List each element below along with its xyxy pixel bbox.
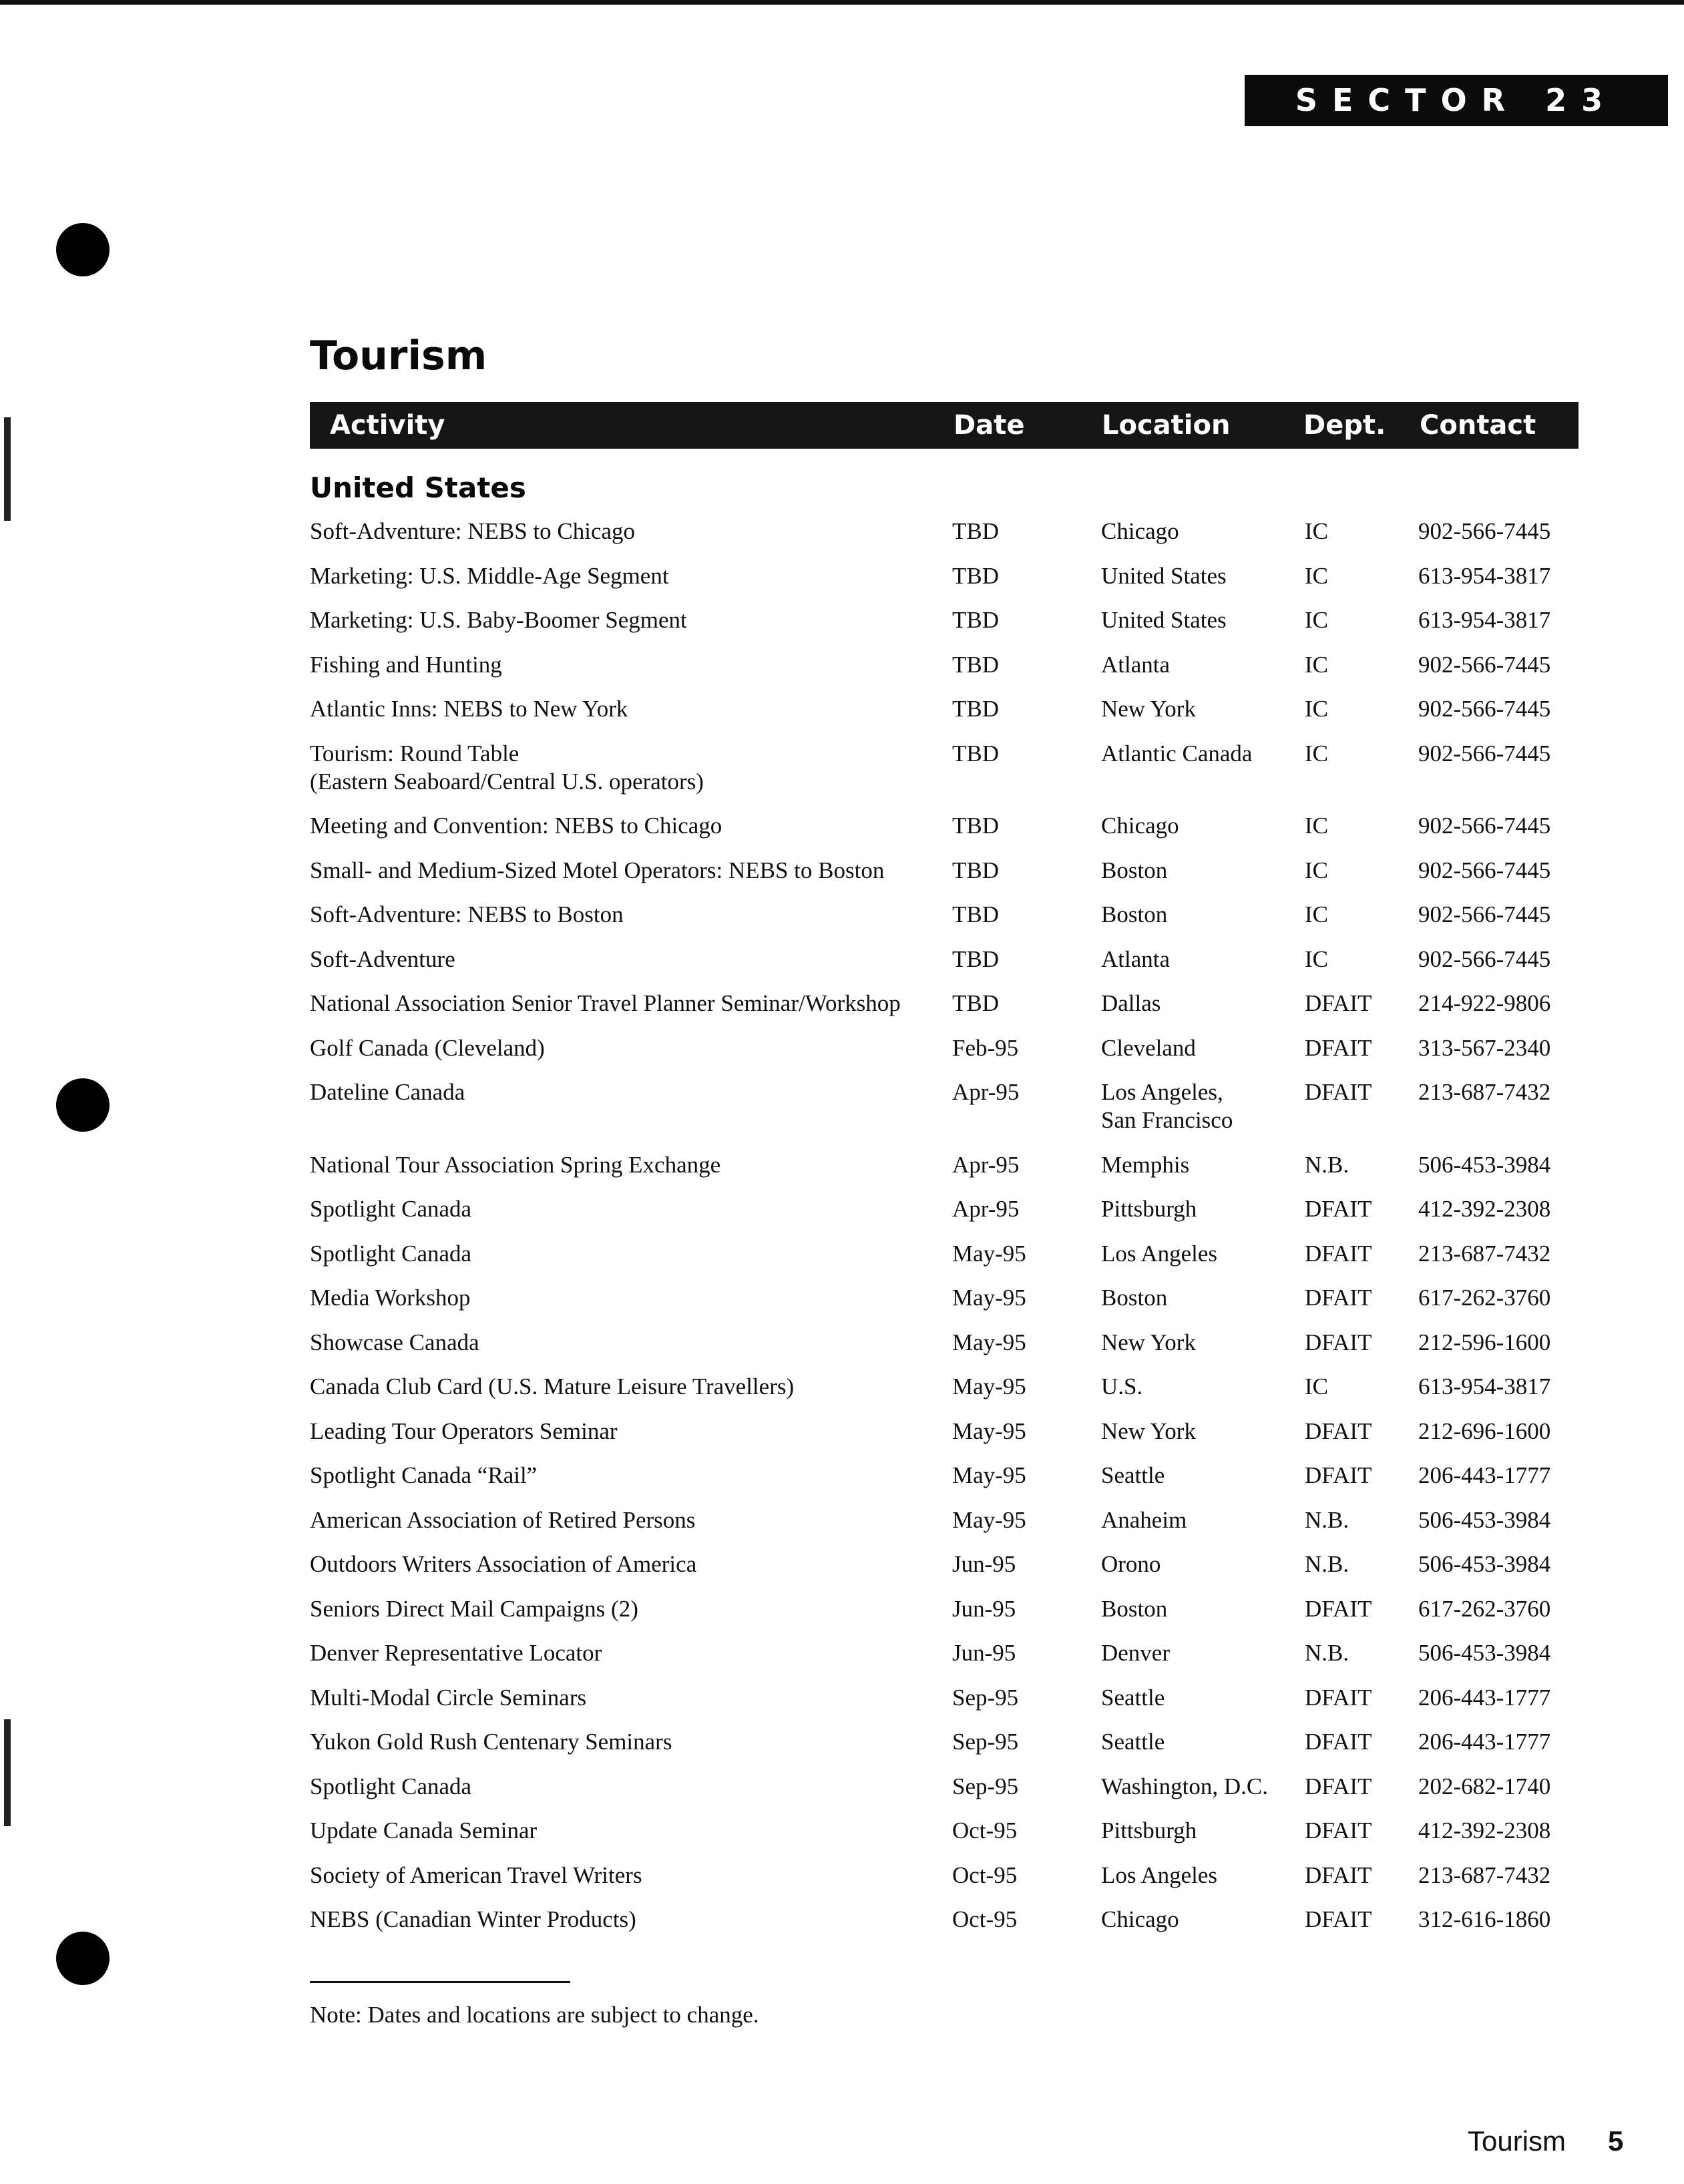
date-cell: May-95 [952,1285,1026,1311]
activity-line: National Association Senior Travel Planner Seminar/Workshop [310,990,901,1016]
dept-cell: DFAIT [1305,1906,1372,1932]
location-line: Boston [1101,1595,1168,1622]
contact-cell: 506-453-3984 [1418,1151,1551,1178]
dept-cell: DFAIT [1305,1462,1372,1488]
contact-cell: 212-596-1600 [1418,1329,1551,1355]
location-line: New York [1101,1417,1196,1444]
activity-cell [310,1034,545,1062]
section-heading: United States [310,471,526,504]
table-row [310,695,1578,740]
location-cell [1101,1550,1161,1578]
table-row [310,1595,1578,1640]
date-cell: TBD [952,518,999,544]
date-cell: Jun-95 [952,1640,1016,1666]
activity-line: American Association of Retired Persons [310,1506,696,1533]
contact-cell: 613-954-3817 [1418,607,1551,633]
activity-cell [310,1329,479,1357]
location-cell [1101,1034,1196,1062]
contact-cell: 902-566-7445 [1418,740,1551,767]
activity-cell [310,1417,618,1446]
location-cell [1101,1862,1217,1890]
activity-cell [310,1817,537,1845]
location-line: New York [1101,696,1196,722]
contact-cell: 617-262-3760 [1418,1285,1551,1311]
dept-cell: DFAIT [1305,1285,1372,1311]
activity-line: Spotlight Canada [310,1240,472,1267]
table-row [310,1862,1578,1906]
activity-cell [310,1906,636,1934]
date-cell: Jun-95 [952,1595,1016,1622]
location-cell [1101,812,1179,840]
date-cell: Sep-95 [952,1773,1019,1799]
activity-cell [310,1595,638,1623]
location-cell [1101,901,1167,929]
contact-cell: 613-954-3817 [1418,562,1551,589]
table-row [310,1284,1578,1329]
table-row [310,1329,1578,1373]
contact-cell: 902-566-7445 [1418,945,1551,972]
contact-cell: 312-616-1860 [1418,1906,1551,1932]
date-cell: TBD [952,607,999,633]
contact-cell: 206-443-1777 [1418,1684,1551,1711]
activity-line: Atlantic Inns: NEBS to New York [310,696,628,722]
column-header-date: Date [954,410,1025,441]
location-cell [1101,1639,1170,1667]
location-line: Los Angeles [1101,1240,1218,1267]
location-cell [1101,1817,1197,1845]
dept-cell: DFAIT [1305,1329,1372,1355]
activity-cell [310,562,669,590]
date-cell: TBD [952,990,999,1016]
date-cell: May-95 [952,1462,1026,1488]
table-row [310,606,1578,651]
location-line: Cleveland [1101,1034,1196,1061]
activity-line: Update Canada Seminar [310,1817,538,1843]
dept-cell: IC [1305,857,1328,883]
activity-cell [310,1684,586,1712]
date-cell: May-95 [952,1373,1026,1399]
table-row [310,1195,1578,1240]
date-cell: Jun-95 [952,1551,1016,1577]
contact-cell: 313-567-2340 [1418,1034,1551,1061]
location-cell [1101,1284,1167,1312]
table-row [310,1240,1578,1285]
location-cell [1101,1373,1142,1401]
contact-cell: 506-453-3984 [1418,1551,1551,1577]
location-cell [1101,1417,1196,1446]
date-cell: Sep-95 [952,1729,1019,1755]
contact-cell: 617-262-3760 [1418,1595,1551,1622]
activity-cell [310,1728,672,1756]
dept-cell: DFAIT [1305,990,1372,1016]
dept-cell: IC [1305,1373,1328,1399]
location-line: Atlantic Canada [1101,740,1253,767]
date-cell: Feb-95 [952,1034,1019,1061]
location-line: Orono [1101,1551,1161,1577]
date-cell: Oct-95 [952,1862,1018,1888]
location-line: Boston [1101,857,1168,883]
activity-cell [310,1195,471,1223]
location-line: Washington, D.C. [1101,1773,1268,1799]
date-cell: TBD [952,813,999,839]
column-header-dept: Dept. [1303,410,1386,441]
date-cell: May-95 [952,1329,1026,1355]
contact-cell: 212-696-1600 [1418,1417,1551,1444]
location-line: Chicago [1101,813,1179,839]
activity-line: National Tour Association Spring Exchange [310,1151,721,1178]
date-cell: May-95 [952,1240,1026,1267]
table-row [310,1728,1578,1773]
column-header-activity: Activity [330,410,445,441]
location-line: United States [1101,607,1227,633]
location-line: Dallas [1101,990,1161,1016]
contact-cell: 412-392-2308 [1418,1196,1551,1222]
location-line: Memphis [1101,1151,1190,1178]
column-header-contact: Contact [1420,410,1536,441]
activity-line: Leading Tour Operators Seminar [310,1417,618,1444]
location-cell [1101,1906,1179,1934]
table-row [310,901,1578,945]
contact-cell: 506-453-3984 [1418,1640,1551,1666]
date-cell: TBD [952,651,999,678]
location-cell [1101,651,1170,679]
table-header [310,402,1578,449]
activity-cell [310,1240,471,1268]
contact-cell: 412-392-2308 [1418,1817,1551,1843]
activity-line: Meeting and Convention: NEBS to Chicago [310,813,722,839]
location-cell [1101,1329,1196,1357]
date-cell: Apr-95 [952,1196,1020,1222]
location-cell [1101,517,1179,545]
column-header-location: Location [1102,410,1231,441]
location-line: Boston [1101,1285,1168,1311]
location-line: Chicago [1101,1906,1179,1932]
location-cell [1101,1240,1217,1268]
location-cell [1101,990,1161,1018]
activity-cell [310,1773,471,1801]
location-line: Chicago [1101,518,1179,544]
dept-cell: DFAIT [1305,1240,1372,1267]
location-line: United States [1101,562,1227,589]
contact-cell: 206-443-1777 [1418,1462,1551,1488]
footnote-rule [310,1981,570,1983]
contact-cell: 902-566-7445 [1418,901,1551,927]
table-row [310,562,1578,607]
activity-cell [310,1862,642,1890]
dept-cell: IC [1305,945,1328,972]
table-row [310,990,1578,1034]
date-cell: TBD [952,945,999,972]
location-cell [1101,945,1170,973]
table-row [310,1462,1578,1506]
activity-cell [310,901,624,929]
activity-line: Seniors Direct Mail Campaigns (2) [310,1595,638,1622]
location-line: Atlanta [1101,651,1171,678]
date-cell: Sep-95 [952,1684,1019,1711]
location-line: Anaheim [1101,1506,1187,1533]
activity-line: Soft-Adventure: NEBS to Chicago [310,518,636,544]
activity-line: Fishing and Hunting [310,651,502,678]
dept-cell: IC [1305,696,1328,722]
contact-cell: 902-566-7445 [1418,518,1551,544]
location-cell [1101,1595,1167,1623]
location-line: Seattle [1101,1684,1165,1711]
location-cell [1101,1151,1189,1179]
table-row [310,740,1578,813]
contact-cell: 902-566-7445 [1418,651,1551,678]
activity-line: NEBS (Canadian Winter Products) [310,1906,636,1932]
activity-cell [310,1550,696,1578]
activity-line: Tourism: Round Table [310,740,519,767]
table-row [310,1684,1578,1729]
activity-line: Marketing: U.S. Middle-Age Segment [310,562,669,589]
activity-line: Soft-Adventure [310,945,455,972]
location-line: San Francisco [1101,1107,1233,1133]
location-cell [1101,695,1196,723]
location-line: Pittsburgh [1101,1196,1197,1222]
table-row [310,651,1578,696]
contact-cell: 506-453-3984 [1418,1506,1551,1533]
location-cell [1101,857,1167,885]
footnote: Note: Dates and locations are subject to change. [310,2002,759,2028]
table-row [310,1417,1578,1462]
activity-line: Golf Canada (Cleveland) [310,1034,545,1061]
location-line: Seattle [1101,1729,1165,1755]
activity-cell [310,1078,465,1106]
date-cell: Apr-95 [952,1079,1020,1105]
dept-cell: IC [1305,518,1328,544]
top-rule [0,0,1684,5]
table-row [310,517,1578,562]
activity-line: Spotlight Canada [310,1196,472,1222]
location-cell [1101,562,1227,590]
table-row [310,812,1578,857]
activity-cell [310,945,455,973]
date-cell: Oct-95 [952,1906,1018,1932]
activity-line: Marketing: U.S. Baby-Boomer Segment [310,607,687,633]
contact-cell: 213-687-7432 [1418,1079,1551,1105]
dept-cell: DFAIT [1305,1196,1372,1222]
table-row [310,1373,1578,1417]
table-row [310,1773,1578,1817]
dept-cell: DFAIT [1305,1079,1372,1105]
dept-cell: DFAIT [1305,1773,1372,1799]
activity-table [310,517,1578,1950]
table-row [310,1078,1578,1151]
location-cell [1101,1078,1233,1134]
binder-hole-2 [56,1078,110,1132]
activity-cell [310,857,884,885]
date-cell: TBD [952,857,999,883]
activity-line: Yukon Gold Rush Centenary Seminars [310,1729,672,1755]
location-line: New York [1101,1329,1196,1355]
table-row [310,1906,1578,1950]
location-line: Los Angeles [1101,1862,1218,1888]
dept-cell: DFAIT [1305,1729,1372,1755]
activity-line: (Eastern Seaboard/Central U.S. operators) [310,768,704,795]
table-row [310,945,1578,990]
page-title: Tourism [310,333,487,379]
contact-cell: 214-922-9806 [1418,990,1551,1016]
dept-cell: N.B. [1305,1640,1349,1666]
location-line: U.S. [1101,1373,1143,1399]
contact-cell: 206-443-1777 [1418,1729,1551,1755]
footer-section-name: Tourism [1468,2125,1566,2157]
activity-line: Canada Club Card (U.S. Mature Leisure Travellers) [310,1373,795,1399]
location-line: Seattle [1101,1462,1165,1488]
location-line: Atlanta [1101,945,1171,972]
table-row [310,1817,1578,1862]
table-row [310,1550,1578,1595]
dept-cell: N.B. [1305,1551,1349,1577]
binder-edge-mark [4,417,11,521]
location-cell [1101,1195,1197,1223]
date-cell: May-95 [952,1417,1026,1444]
binder-hole-1 [56,223,110,276]
location-cell [1101,1684,1165,1712]
date-cell: TBD [952,696,999,722]
location-line: Denver [1101,1640,1171,1666]
activity-cell [310,1373,794,1401]
activity-line: Small- and Medium-Sized Motel Operators: NEBS to Boston [310,857,885,883]
activity-line: Dateline Canada [310,1079,465,1105]
sector-badge: SECTOR 23 [1245,75,1668,126]
dept-cell: IC [1305,607,1328,633]
dept-cell: DFAIT [1305,1817,1372,1843]
contact-cell: 902-566-7445 [1418,857,1551,883]
dept-cell: DFAIT [1305,1862,1372,1888]
contact-cell: 613-954-3817 [1418,1373,1551,1399]
activity-cell [310,740,704,796]
contact-cell: 213-687-7432 [1418,1862,1551,1888]
activity-line: Showcase Canada [310,1329,479,1355]
contact-cell: 213-687-7432 [1418,1240,1551,1267]
contact-cell: 902-566-7445 [1418,696,1551,722]
table-row [310,1506,1578,1551]
date-cell: TBD [952,740,999,767]
dept-cell: DFAIT [1305,1595,1372,1622]
dept-cell: IC [1305,813,1328,839]
activity-cell [310,1151,720,1179]
activity-line: Multi-Modal Circle Seminars [310,1684,587,1711]
date-cell: Oct-95 [952,1817,1018,1843]
activity-cell [310,517,635,545]
location-cell [1101,1728,1165,1756]
date-cell: TBD [952,901,999,927]
location-cell [1101,1773,1268,1801]
binder-hole-3 [56,1932,110,1985]
dept-cell: N.B. [1305,1506,1349,1533]
dept-cell: IC [1305,651,1328,678]
activity-line: Media Workshop [310,1285,471,1311]
date-cell: Apr-95 [952,1151,1020,1178]
activity-cell [310,695,628,723]
activity-cell [310,1639,602,1667]
table-row [310,1639,1578,1684]
location-line: Los Angeles, [1101,1079,1223,1105]
activity-line: Spotlight Canada [310,1773,472,1799]
dept-cell: IC [1305,740,1328,767]
dept-cell: IC [1305,562,1328,589]
activity-cell [310,812,722,840]
activity-line: Society of American Travel Writers [310,1862,642,1888]
contact-cell: 902-566-7445 [1418,813,1551,839]
table-row [310,857,1578,901]
activity-cell [310,990,901,1018]
activity-cell [310,606,687,634]
location-cell [1101,740,1252,768]
dept-cell: IC [1305,901,1328,927]
activity-line: Soft-Adventure: NEBS to Boston [310,901,624,927]
location-line: Pittsburgh [1101,1817,1197,1843]
location-line: Boston [1101,901,1168,927]
activity-line: Denver Representative Locator [310,1640,602,1666]
activity-cell [310,651,502,679]
table-row [310,1034,1578,1079]
location-cell [1101,606,1227,634]
binder-edge-mark [4,1719,11,1826]
activity-cell [310,1462,537,1490]
dept-cell: DFAIT [1305,1034,1372,1061]
date-cell: May-95 [952,1506,1026,1533]
activity-cell [310,1284,471,1312]
dept-cell: N.B. [1305,1151,1349,1178]
location-cell [1101,1506,1187,1534]
activity-cell [310,1506,695,1534]
activity-line: Spotlight Canada “Rail” [310,1462,538,1488]
location-cell [1101,1462,1165,1490]
date-cell: TBD [952,562,999,589]
activity-line: Outdoors Writers Association of America [310,1551,697,1577]
table-row [310,1151,1578,1196]
dept-cell: DFAIT [1305,1684,1372,1711]
dept-cell: DFAIT [1305,1417,1372,1444]
contact-cell: 202-682-1740 [1418,1773,1551,1799]
page-number: 5 [1608,2125,1624,2157]
